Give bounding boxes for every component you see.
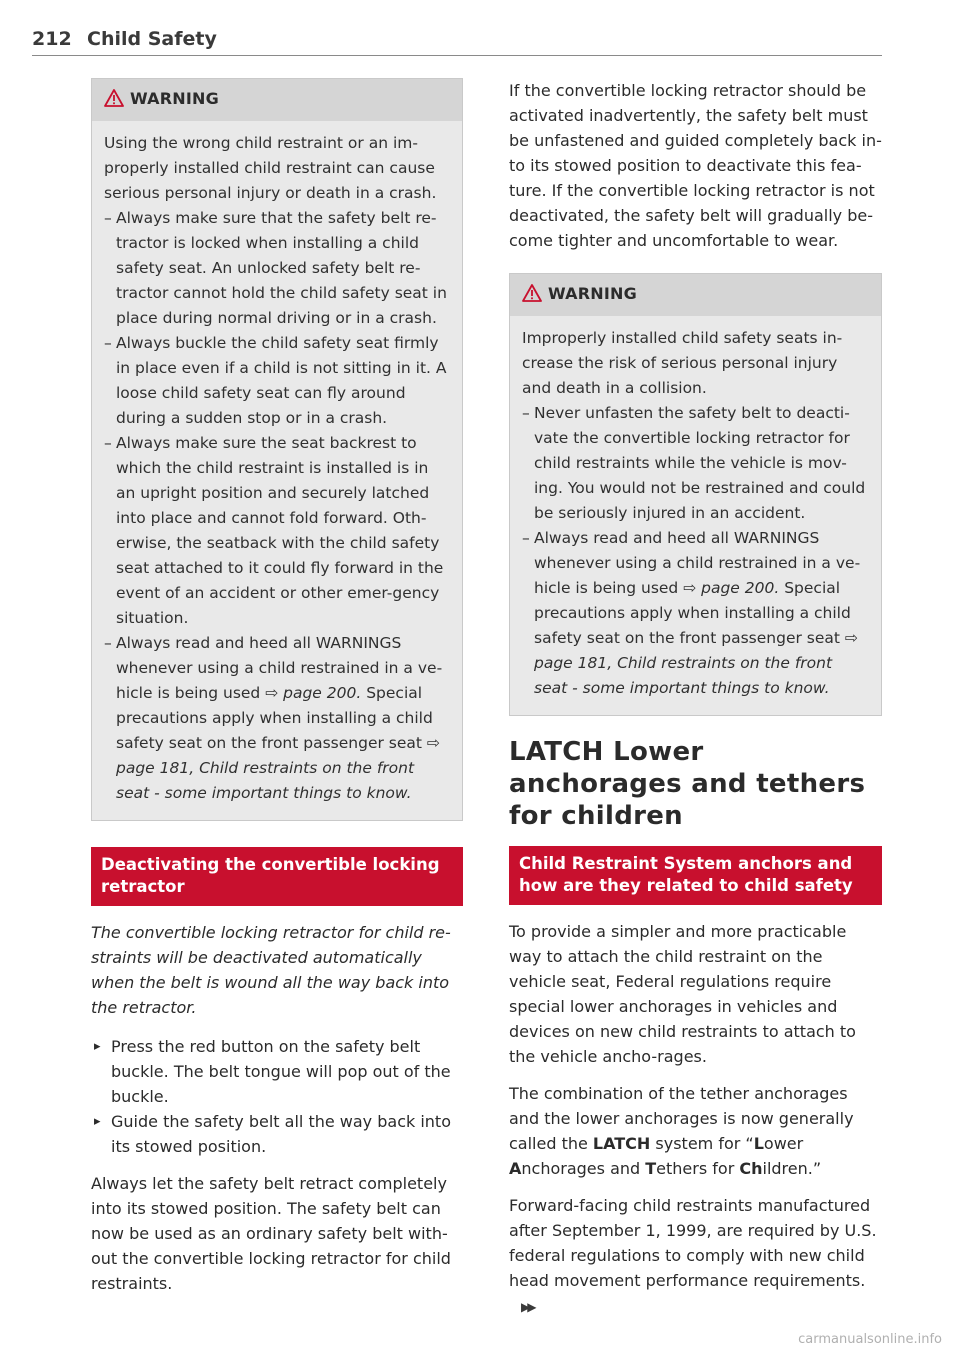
page-number: 212: [32, 28, 72, 50]
warning-intro: Using the wrong child restraint or an im-properly installed child restraint can cause serious personal injury or death in a crash.: [104, 134, 437, 202]
text-run: ower: [763, 1134, 804, 1153]
warning-body: [510, 316, 881, 715]
bullet-text: Always read and heed all WARNINGS whenever using a child restrained in a ve-hicle is being used: [534, 529, 861, 597]
text-run: nchorages and: [521, 1159, 646, 1178]
warning-title: WARNING: [130, 89, 219, 108]
warning-intro: Improperly installed child safety seats in-crease the risk of serious personal injury and death in a collision.: [522, 329, 843, 397]
bullet-text: Special precautions apply when installing a child safety seat on the front passenger seat: [116, 684, 433, 752]
body-paragraph: If the convertible locking retractor should be activated inadvertently, the safety belt must be unfastened and guided completely back in-to its stowed position to deactivate this fea-ture. If the convertible locking retractor is not deactivated, the safety belt will gradually be-come tighter and uncomfortable to wear.: [509, 81, 882, 250]
acronym-letter: L: [753, 1134, 764, 1153]
watermark: carmanualsonline.info: [798, 1332, 942, 1347]
section-heading-bar: Child Restraint System anchors and how are they related to child safety: [509, 846, 882, 905]
warning-header: [92, 79, 462, 121]
page-reference-link[interactable]: ⇨ page 181, Child restraints on the front seat - some important things to know.: [534, 629, 858, 697]
text-run: Forward-facing child restraints manufactured after September 1, 1999, are required by U.S. federal regulations to comply with new child head movement performance requirements.: [509, 1196, 877, 1290]
right-column: [509, 78, 882, 1332]
warning-bullets: [522, 401, 869, 701]
warning-triangle-icon: [104, 89, 124, 111]
latch-paragraph: [509, 1081, 882, 1181]
page-header: [32, 22, 882, 56]
text-run: The combination of the tether anchorages and the lower anchorages is now generally called the: [509, 1084, 854, 1153]
bullet-text: Special precautions apply when installing a child safety seat on the front passenger seat: [534, 579, 851, 647]
warning-bullet: – Always make sure the seat backrest to which the child restraint is installed is in an upright position and securely latched into place and cannot fold forward. Oth-erwise, the seatback with the child safety seat attached to it could fly forward in the event of an accident or other emer-gency situation.: [104, 431, 450, 631]
continue-arrow-icon: ▶▶: [521, 1300, 534, 1314]
body-paragraph: Always let the safety belt retract completely into its stowed position. The safety belt can now be used as an ordinary safety belt with-out the convertible locking retractor for child restraints.: [91, 1174, 451, 1293]
warning-bullet: [104, 631, 450, 806]
warning-box: [91, 78, 463, 821]
body-paragraph: [509, 1193, 882, 1320]
text-run: system for “: [650, 1134, 754, 1153]
warning-title: WARNING: [548, 284, 637, 303]
text-run: ethers for: [656, 1159, 740, 1178]
section-intro: The convertible locking retractor for child re-straints will be deactivated automatically when the belt is wound all the way back into the retractor.: [91, 923, 451, 1017]
page-reference-link[interactable]: ⇨ page 200.: [683, 579, 780, 597]
text-run: ildren.”: [762, 1159, 822, 1178]
chapter-heading: LATCH Lower anchorages and tethers for children: [509, 737, 866, 831]
warning-box: [509, 273, 882, 716]
warning-bullets: [104, 206, 450, 806]
step-list: [91, 1034, 463, 1159]
body-paragraph: To provide a simpler and more practicable way to attach the child restraint on the vehicle seat, Federal regulations require special lower anchorages in vehicles and devices on new child restraints to attach to the vehicle ancho-rages.: [509, 922, 856, 1066]
left-column: [91, 78, 463, 1308]
warning-body: [92, 121, 462, 820]
acronym-letter: Ch: [739, 1159, 763, 1178]
latch-term: LATCH: [592, 1134, 651, 1153]
warning-bullet: – Always make sure that the safety belt re-tractor is locked when installing a child safety seat. An unlocked safety belt re-tractor cannot hold the child safety seat in place during normal driving or in a crash.: [104, 206, 450, 331]
acronym-letter: T: [645, 1159, 657, 1178]
section-title: Child Safety: [87, 28, 217, 50]
acronym-letter: A: [509, 1159, 522, 1178]
step-item: ▸ Press the red button on the safety belt buckle. The belt tongue will pop out of the buckle.: [91, 1034, 463, 1109]
page-reference-link[interactable]: ⇨ page 181, Child restraints on the front seat - some important things to know.: [116, 734, 440, 802]
warning-bullet: – Always buckle the child safety seat firmly in place even if a child is not sitting in it. A loose child safety seat can fly around during a sudden stop or in a crash.: [104, 331, 450, 431]
section-heading-bar: Deactivating the convertible locking retractor: [91, 847, 463, 906]
step-item: ▸ Guide the safety belt all the way back into its stowed position.: [91, 1109, 463, 1159]
warning-header: [510, 274, 881, 316]
warning-triangle-icon: [522, 284, 542, 306]
page-reference-link[interactable]: ⇨ page 200.: [265, 684, 362, 702]
bullet-text: Always read and heed all WARNINGS whenever using a child restrained in a ve-hicle is being used: [116, 634, 443, 702]
warning-bullet: – Never unfasten the safety belt to deacti-vate the convertible locking retractor for child restraints while the vehicle is mov-ing. You would not be restrained and could be seriously injured in an accident.: [522, 401, 869, 526]
warning-bullet: [522, 526, 869, 701]
